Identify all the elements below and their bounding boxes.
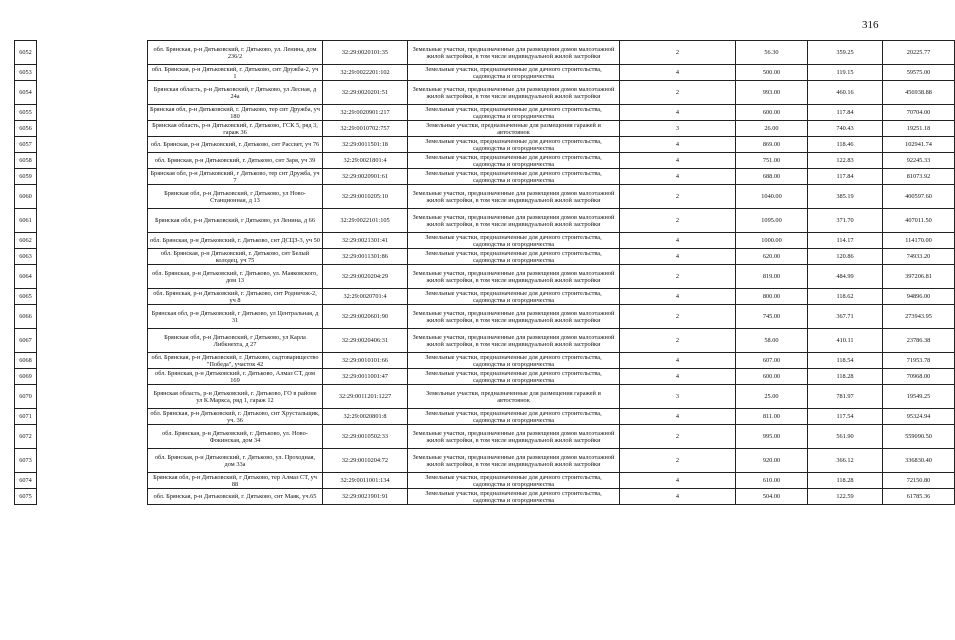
cadastral-value-cell: 114170.00 — [883, 233, 955, 249]
table-row — [15, 425, 955, 449]
category-cell: 2 — [620, 209, 736, 233]
area-cell: 745.00 — [736, 305, 808, 329]
cadastral-number-cell: 32:29:0020901:61 — [323, 169, 408, 185]
category-cell: 2 — [620, 329, 736, 353]
area-cell: 26.00 — [736, 121, 808, 137]
category-cell: 4 — [620, 369, 736, 385]
address-cell: обл. Брянская, р-н Дятьковский, г. Дятьково, садтоварищество "Победа", участок 42 — [148, 353, 323, 369]
table-row — [15, 265, 955, 289]
land-use-cell: Земельные участки, предназначенные для размещения домов малоэтажной жилой застройки, в том числе индивидуальной жилой застройки — [408, 209, 620, 233]
cadastral-value-cell: 61785.36 — [883, 489, 955, 505]
land-use-cell: Земельные участки, предназначенные для дачного строительства, садоводства и огородничества — [408, 137, 620, 153]
spacer-cell — [37, 289, 148, 305]
land-use-cell: Земельные участки, предназначенные для дачного строительства, садоводства и огородничества — [408, 105, 620, 121]
table-row — [15, 153, 955, 169]
cadastral-value-cell: 336830.40 — [883, 449, 955, 473]
unit-value-cell: 118.62 — [808, 289, 883, 305]
land-use-cell: Земельные участки, предназначенные для размещения домов малоэтажной жилой застройки, в том числе индивидуальной жилой застройки — [408, 185, 620, 209]
area-cell: 620.00 — [736, 249, 808, 265]
cadastral-value-cell: 81073.92 — [883, 169, 955, 185]
spacer-cell — [37, 305, 148, 329]
spacer-cell — [37, 137, 148, 153]
table-row — [15, 489, 955, 505]
unit-value-cell: 118.28 — [808, 369, 883, 385]
spacer-cell — [37, 209, 148, 233]
address-cell: Брянская обл, р-н Дятьковский, г Дятьково, тер Алмаз СТ, уч 88 — [148, 473, 323, 489]
category-cell: 4 — [620, 353, 736, 369]
cadastral-number-cell: 32:29:0021901:91 — [323, 489, 408, 505]
spacer-cell — [37, 449, 148, 473]
unit-value-cell: 740.43 — [808, 121, 883, 137]
land-use-cell: Земельные участки, предназначенные для размещения домов малоэтажной жилой застройки, в том числе индивидуальной жилой застройки — [408, 305, 620, 329]
cadastral-number-cell: 32:29:0020801:8 — [323, 409, 408, 425]
table-row — [15, 449, 955, 473]
row-number: 6057 — [15, 137, 37, 153]
unit-value-cell: 118.46 — [808, 137, 883, 153]
spacer-cell — [37, 121, 148, 137]
category-cell: 2 — [620, 449, 736, 473]
unit-value-cell: 371.70 — [808, 209, 883, 233]
spacer-cell — [37, 353, 148, 369]
category-cell: 2 — [620, 265, 736, 289]
table-row — [15, 41, 955, 65]
cadastral-value-cell: 74933.20 — [883, 249, 955, 265]
cadastral-value-cell: 19251.18 — [883, 121, 955, 137]
cadastral-number-cell: 32:29:0010702:757 — [323, 121, 408, 137]
category-cell: 4 — [620, 233, 736, 249]
row-number: 6058 — [15, 153, 37, 169]
row-number: 6055 — [15, 105, 37, 121]
table-row — [15, 209, 955, 233]
spacer-cell — [37, 489, 148, 505]
area-cell: 993.00 — [736, 81, 808, 105]
land-use-cell: Земельные участки, предназначенные для дачного строительства, садоводства и огородничества — [408, 65, 620, 81]
table-row — [15, 305, 955, 329]
cadastral-number-cell: 32:29:0010101:66 — [323, 353, 408, 369]
cadastral-value-cell: 102941.74 — [883, 137, 955, 153]
area-cell: 995.00 — [736, 425, 808, 449]
row-number: 6056 — [15, 121, 37, 137]
row-number: 6071 — [15, 409, 37, 425]
address-cell: Брянская область, р-н Дятьковский, г Дятьково, ул Лесная, д 24а — [148, 81, 323, 105]
address-cell: обл. Брянская, р-н Дятьковский, г. Дятьково, снт Белый колодец, уч 75 — [148, 249, 323, 265]
address-cell: обл. Брянская, р-н Дятьковский, г. Дятьково, снт Рассвет, уч 76 — [148, 137, 323, 153]
cadastral-value-cell: 92245.33 — [883, 153, 955, 169]
table-row — [15, 289, 955, 305]
spacer-cell — [37, 249, 148, 265]
row-number: 6067 — [15, 329, 37, 353]
area-cell: 1040.00 — [736, 185, 808, 209]
address-cell: Брянская обл, р-н Дятьковский, г Дятьково, ул Ново-Станционная, д 13 — [148, 185, 323, 209]
address-cell: обл. Брянская, р-н Дятьковский, г. Дятьково, снт Хрустальщик, уч. 36 — [148, 409, 323, 425]
area-cell: 811.00 — [736, 409, 808, 425]
row-number: 6066 — [15, 305, 37, 329]
cadastral-number-cell: 32:29:0020406:31 — [323, 329, 408, 353]
spacer-cell — [37, 233, 148, 249]
unit-value-cell: 118.54 — [808, 353, 883, 369]
category-cell: 4 — [620, 105, 736, 121]
address-cell: обл. Брянская, р-н Дятьковский, г. Дятьково, снт Маяк, уч.65 — [148, 489, 323, 505]
cadastral-value-cell: 72150.80 — [883, 473, 955, 489]
page-number: 316 — [862, 19, 879, 31]
unit-value-cell: 385.19 — [808, 185, 883, 209]
area-cell: 504.00 — [736, 489, 808, 505]
land-use-cell: Земельные участки, предназначенные для размещения домов малоэтажной жилой застройки, в том числе индивидуальной жилой застройки — [408, 449, 620, 473]
row-number: 6065 — [15, 289, 37, 305]
address-cell: обл. Брянская, р-н Дятьковский, г. Дятьково, ул. Проходная, дом 33а — [148, 449, 323, 473]
row-number: 6069 — [15, 369, 37, 385]
area-cell: 688.00 — [736, 169, 808, 185]
cadastral-value-cell: 95324.94 — [883, 409, 955, 425]
land-use-cell: Земельные участки, предназначенные для размещения домов малоэтажной жилой застройки, в том числе индивидуальной жилой застройки — [408, 329, 620, 353]
table-row — [15, 185, 955, 209]
land-use-cell: Земельные участки, предназначенные для дачного строительства, садоводства и огородничества — [408, 353, 620, 369]
cadastral-number-cell: 32:29:0011301:86 — [323, 249, 408, 265]
spacer-cell — [37, 369, 148, 385]
category-cell: 2 — [620, 425, 736, 449]
area-cell: 920.00 — [736, 449, 808, 473]
spacer-cell — [37, 329, 148, 353]
area-cell: 600.00 — [736, 369, 808, 385]
address-cell: Брянская обл, р-н Дятьковский, г Дятьково, ул Карла Либкнехта, д 27 — [148, 329, 323, 353]
address-cell: Брянская область, р-н Дятьковский, г. Дятьково, ГО в районе ул К.Маркса, ряд 1, гараж 12 — [148, 385, 323, 409]
land-use-cell: Земельные участки, предназначенные для размещения домов малоэтажной жилой застройки, в том числе индивидуальной жилой застройки — [408, 265, 620, 289]
row-number: 6053 — [15, 65, 37, 81]
category-cell: 3 — [620, 385, 736, 409]
land-use-cell: Земельные участки, предназначенные для дачного строительства, садоводства и огородничества — [408, 489, 620, 505]
spacer-cell — [37, 65, 148, 81]
table-row — [15, 369, 955, 385]
address-cell: Брянская область, р-н Дятьковский, г. Дятьково, ГСК 5, ряд 3, гараж 36 — [148, 121, 323, 137]
unit-value-cell: 781.97 — [808, 385, 883, 409]
row-number: 6075 — [15, 489, 37, 505]
area-cell: 751.00 — [736, 153, 808, 169]
address-cell: обл. Брянская, р-н Дятьковский, г. Дятьково, ул. Ленина, дом 236/2 — [148, 41, 323, 65]
cadastral-value-cell: 397206.81 — [883, 265, 955, 289]
cadastral-value-cell: 407011.50 — [883, 209, 955, 233]
address-cell: обл. Брянская, р-н Дятьковский, г. Дятьково, снт Родничок-2, уч 8 — [148, 289, 323, 305]
cadastral-number-cell: 32:29:0020601:90 — [323, 305, 408, 329]
category-cell: 4 — [620, 153, 736, 169]
table-row — [15, 65, 955, 81]
cadastral-number-cell: 32:29:0011201:1227 — [323, 385, 408, 409]
category-cell: 2 — [620, 81, 736, 105]
category-cell: 2 — [620, 41, 736, 65]
land-plot-registry-table — [14, 40, 955, 505]
row-number: 6064 — [15, 265, 37, 289]
spacer-cell — [37, 81, 148, 105]
land-use-cell: Земельные участки, предназначенные для дачного строительства, садоводства и огородничества — [408, 369, 620, 385]
area-cell: 58.00 — [736, 329, 808, 353]
row-number: 6072 — [15, 425, 37, 449]
cadastral-number-cell: 32:29:0011501:18 — [323, 137, 408, 153]
land-use-cell: Земельные участки, предназначенные для дачного строительства, садоводства и огородничества — [408, 249, 620, 265]
area-cell: 869.00 — [736, 137, 808, 153]
unit-value-cell: 359.25 — [808, 41, 883, 65]
row-number: 6059 — [15, 169, 37, 185]
table-row — [15, 233, 955, 249]
cadastral-value-cell: 273943.95 — [883, 305, 955, 329]
land-use-cell: Земельные участки, предназначенные для дачного строительства, садоводства и огородничества — [408, 169, 620, 185]
spacer-cell — [37, 185, 148, 209]
unit-value-cell: 367.71 — [808, 305, 883, 329]
unit-value-cell: 460.16 — [808, 81, 883, 105]
land-use-cell: Земельные участки, предназначенные для дачного строительства, садоводства и огородничества — [408, 233, 620, 249]
unit-value-cell: 118.28 — [808, 473, 883, 489]
row-number: 6074 — [15, 473, 37, 489]
row-number: 6052 — [15, 41, 37, 65]
land-use-cell: Земельные участки, предназначенные для дачного строительства, садоводства и огородничества — [408, 289, 620, 305]
land-use-cell: Земельные участки, предназначенные для размещения домов малоэтажной жилой застройки, в том числе индивидуальной жилой застройки — [408, 41, 620, 65]
unit-value-cell: 122.59 — [808, 489, 883, 505]
cadastral-value-cell: 20225.77 — [883, 41, 955, 65]
spacer-cell — [37, 41, 148, 65]
spacer-cell — [37, 425, 148, 449]
row-number: 6070 — [15, 385, 37, 409]
address-cell: Брянская обл, р-н Дятьковский, г Дятьково, ул Ленина, д 66 — [148, 209, 323, 233]
address-cell: обл. Брянская, р-н Дятьковский, г. Дятьково, снт Дружба-2, уч 1 — [148, 65, 323, 81]
table-row — [15, 409, 955, 425]
cadastral-value-cell: 456938.88 — [883, 81, 955, 105]
cadastral-number-cell: 32:29:0010502:33 — [323, 425, 408, 449]
spacer-cell — [37, 385, 148, 409]
row-number: 6073 — [15, 449, 37, 473]
unit-value-cell: 117.54 — [808, 409, 883, 425]
table-row — [15, 473, 955, 489]
category-cell: 2 — [620, 185, 736, 209]
category-cell: 4 — [620, 409, 736, 425]
area-cell: 25.00 — [736, 385, 808, 409]
unit-value-cell: 484.99 — [808, 265, 883, 289]
spacer-cell — [37, 409, 148, 425]
land-use-cell: Земельные участки, предназначенные для дачного строительства, садоводства и огородничества — [408, 409, 620, 425]
category-cell: 4 — [620, 65, 736, 81]
area-cell: 1000.00 — [736, 233, 808, 249]
land-use-cell: Земельные участки, предназначенные для размещения гаражей и автостоянок — [408, 385, 620, 409]
area-cell: 607.00 — [736, 353, 808, 369]
category-cell: 4 — [620, 489, 736, 505]
row-number: 6063 — [15, 249, 37, 265]
area-cell: 56.30 — [736, 41, 808, 65]
cadastral-number-cell: 32:29:0020101:35 — [323, 41, 408, 65]
unit-value-cell: 119.15 — [808, 65, 883, 81]
area-cell: 819.00 — [736, 265, 808, 289]
row-number: 6060 — [15, 185, 37, 209]
area-cell: 610.00 — [736, 473, 808, 489]
spacer-cell — [37, 265, 148, 289]
cadastral-number-cell: 32:29:0020201:51 — [323, 81, 408, 105]
table-row — [15, 81, 955, 105]
unit-value-cell: 114.17 — [808, 233, 883, 249]
cadastral-number-cell: 32:29:0020204:29 — [323, 265, 408, 289]
address-cell: Брянская обл, р-н Дятьковский, г Дятьково, ул Центральная, д 31 — [148, 305, 323, 329]
category-cell: 2 — [620, 305, 736, 329]
land-use-cell: Земельные участки, предназначенные для дачного строительства, садоводства и огородничества — [408, 153, 620, 169]
row-number: 6061 — [15, 209, 37, 233]
row-number: 6054 — [15, 81, 37, 105]
unit-value-cell: 366.12 — [808, 449, 883, 473]
cadastral-value-cell: 559090.50 — [883, 425, 955, 449]
address-cell: обл. Брянская, р-н Дятьковский, г. Дятьково, Алмаз СТ, дом 169 — [148, 369, 323, 385]
category-cell: 4 — [620, 249, 736, 265]
cadastral-value-cell: 19549.25 — [883, 385, 955, 409]
area-cell: 500.00 — [736, 65, 808, 81]
cadastral-value-cell: 23786.38 — [883, 329, 955, 353]
cadastral-value-cell: 70968.00 — [883, 369, 955, 385]
cadastral-value-cell: 59575.00 — [883, 65, 955, 81]
cadastral-number-cell: 32:29:0010205:10 — [323, 185, 408, 209]
cadastral-number-cell: 32:29:0020701:4 — [323, 289, 408, 305]
address-cell: обл. Брянская, р-н Дятьковский, г. Дятьково, ул. Ново-Фокинская, дом 34 — [148, 425, 323, 449]
unit-value-cell: 117.84 — [808, 105, 883, 121]
spacer-cell — [37, 153, 148, 169]
cadastral-number-cell: 32:29:0022201:102 — [323, 65, 408, 81]
table-row — [15, 329, 955, 353]
cadastral-value-cell: 400597.60 — [883, 185, 955, 209]
category-cell: 4 — [620, 289, 736, 305]
table-body — [15, 41, 955, 505]
address-cell: обл. Брянская, р-н Дятьковский, г. Дятьково, снт Заря, уч 39 — [148, 153, 323, 169]
category-cell: 4 — [620, 473, 736, 489]
table-row — [15, 249, 955, 265]
cadastral-number-cell: 32:29:0021301:41 — [323, 233, 408, 249]
cadastral-number-cell: 32:29:0022101:105 — [323, 209, 408, 233]
cadastral-value-cell: 71953.78 — [883, 353, 955, 369]
land-use-cell: Земельные участки, предназначенные для размещения домов малоэтажной жилой застройки, в том числе индивидуальной жилой застройки — [408, 81, 620, 105]
address-cell: обл. Брянская, р-н Дятьковский, г. Дятьково, ул. Маяковского, дом 13 — [148, 265, 323, 289]
unit-value-cell: 120.86 — [808, 249, 883, 265]
land-use-cell: Земельные участки, предназначенные для размещения гаражей и автостоянок — [408, 121, 620, 137]
land-use-cell: Земельные участки, предназначенные для размещения домов малоэтажной жилой застройки, в том числе индивидуальной жилой застройки — [408, 425, 620, 449]
table-row — [15, 137, 955, 153]
table-row — [15, 169, 955, 185]
area-cell: 800.00 — [736, 289, 808, 305]
unit-value-cell: 561.90 — [808, 425, 883, 449]
row-number: 6068 — [15, 353, 37, 369]
area-cell: 600.00 — [736, 105, 808, 121]
table-row — [15, 121, 955, 137]
land-use-cell: Земельные участки, предназначенные для дачного строительства, садоводства и огородничества — [408, 473, 620, 489]
unit-value-cell: 117.84 — [808, 169, 883, 185]
address-cell: Брянская обл, р-н Дятьковский, г. Дятьково, тер снт Дружба, уч 180 — [148, 105, 323, 121]
table-row — [15, 353, 955, 369]
category-cell: 3 — [620, 121, 736, 137]
unit-value-cell: 410.11 — [808, 329, 883, 353]
cadastral-number-cell: 32:29:0011001:134 — [323, 473, 408, 489]
spacer-cell — [37, 169, 148, 185]
cadastral-number-cell: 32:29:0020901:217 — [323, 105, 408, 121]
cadastral-number-cell: 32:29:0021801:4 — [323, 153, 408, 169]
table-row — [15, 105, 955, 121]
category-cell: 4 — [620, 137, 736, 153]
category-cell: 4 — [620, 169, 736, 185]
cadastral-value-cell: 94896.00 — [883, 289, 955, 305]
cadastral-number-cell: 32:29:0010204:72 — [323, 449, 408, 473]
address-cell: обл. Брянская, р-н Дятьковский, г. Дятьково, снт ДСЦЗ-3, уч 50 — [148, 233, 323, 249]
spacer-cell — [37, 473, 148, 489]
area-cell: 1095.00 — [736, 209, 808, 233]
cadastral-number-cell: 32:29:0011001:47 — [323, 369, 408, 385]
table-row — [15, 385, 955, 409]
row-number: 6062 — [15, 233, 37, 249]
cadastral-value-cell: 70704.00 — [883, 105, 955, 121]
unit-value-cell: 122.83 — [808, 153, 883, 169]
spacer-cell — [37, 105, 148, 121]
address-cell: Брянская обл, р-н Дятьковский, г Дятьково, тер снт Дружба, уч 7 — [148, 169, 323, 185]
